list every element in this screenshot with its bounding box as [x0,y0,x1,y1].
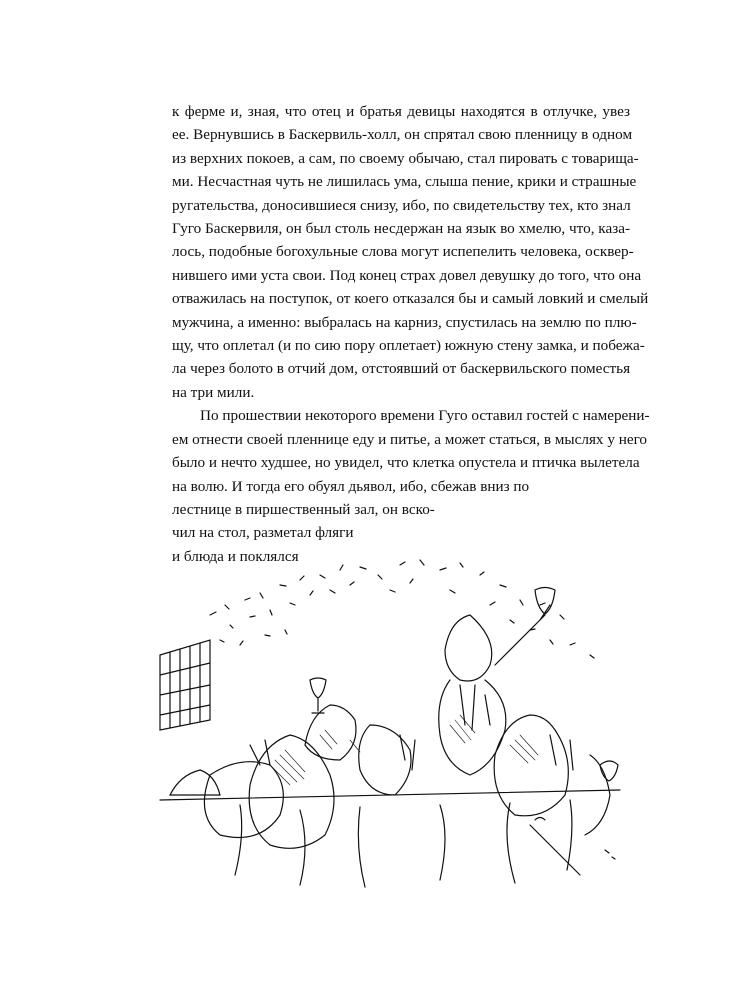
text-line: и блюда и поклялся [172,547,299,565]
flying-debris [210,560,594,658]
text-line: ее. Вернувшись в Баскервиль-холл, он спрятал свою пленницу в одном [172,126,633,144]
window-lattice [160,640,210,730]
text-line: ругательства, доносившиеся снизу, ибо, по свидетельству тех, кто знал [172,196,631,214]
revellers-crowd [204,705,618,848]
text-line: По прошествии некоторого времени Гуго оставил гостей с намерени- [200,407,650,425]
table-foreground [160,770,620,887]
text-line: отважилась на поступок, от коего отказался бы и самый ловкий и смелый [172,290,649,308]
feast-illustration [150,545,630,895]
text-line: на три мили. [172,383,255,401]
text-line: было и нечто худшее, но увидел, что клетка опустела и птичка вылетела [172,454,640,472]
text-line: ем отнести своей пленнице еду и питье, а может статься, в мыслях у него [172,430,648,448]
text-line: чил на стол, разметал фляги [172,524,354,542]
standing-figure [439,588,555,776]
text-line: нившего ими уста свои. Под конец страх довел девушку до того, что она [172,266,642,284]
text-line: мужчина, а именно: выбралась на карниз, спустилась на землю по плю- [172,313,637,331]
text-line: ла через болото в отчий дом, отстоявший от баскервильского поместья [172,360,631,378]
text-line: лось, подобные богохульные слова могут испепелить человека, осквер- [172,243,634,261]
text-line: щу, что оплетал (и по сию пору оплетает) южную стену замка, и побежа- [172,337,645,355]
text-line: Гуго Баскервиля, он был столь несдержан на язык во хмелю, что, каза- [172,220,630,238]
text-line: на волю. И тогда его обуял дьявол, ибо, сбежав вниз по [172,477,530,495]
text-line: к ферме и, зная, что отец и братья девицы находятся в отлучке, увез [172,103,630,120]
text-line: лестнице в пиршественный зал, он вско- [172,500,435,518]
body-text [172,100,650,568]
goblet-left [310,678,326,713]
text-line: ми. Несчастная чуть не лишилась ума, слыша пение, крики и страшные [172,173,637,191]
text-line: из верхних покоев, а сам, по своему обычаю, стал пировать с товарища- [172,149,639,167]
